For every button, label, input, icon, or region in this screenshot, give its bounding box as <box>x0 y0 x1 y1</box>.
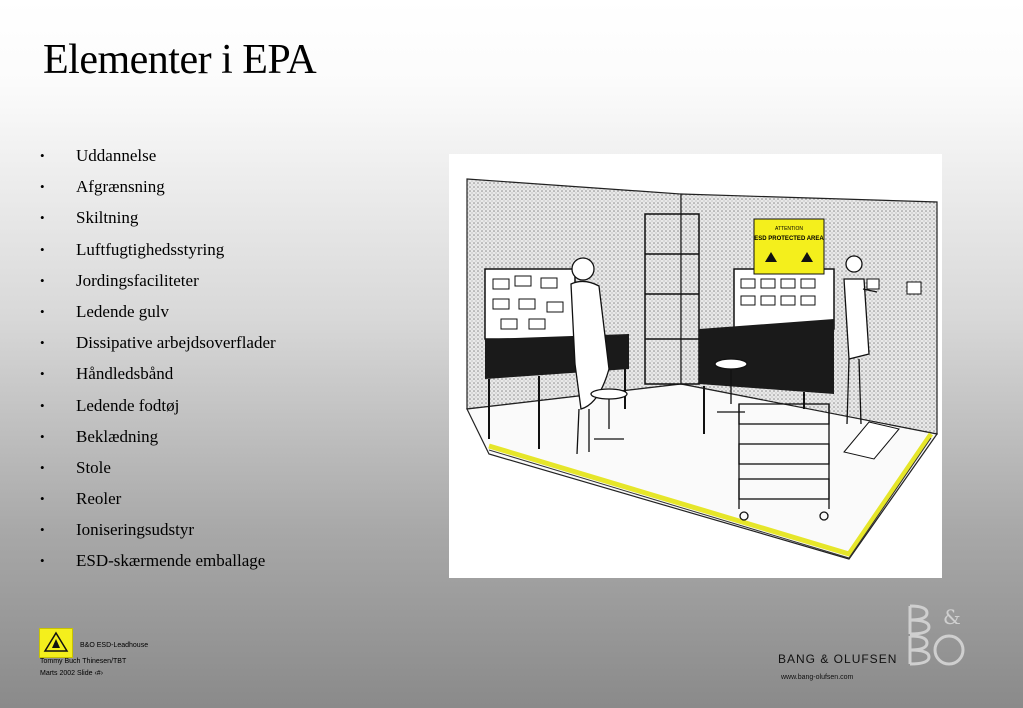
bullet-item <box>40 270 276 301</box>
bullet-text: Jordingsfaciliteter <box>76 270 199 290</box>
svg-text:ESD PROTECTED AREA: ESD PROTECTED AREA <box>754 236 824 242</box>
bullet-dot: • <box>40 397 45 413</box>
esd-sign <box>754 219 824 274</box>
esd-warning-icon <box>39 628 73 658</box>
bullet-text: Luftfugtighedsstyring <box>76 239 225 259</box>
bullet-item <box>40 332 276 363</box>
bullet-item <box>40 176 276 207</box>
bullet-text: Reoler <box>76 489 122 509</box>
slide-title: Elementer i EPA <box>43 37 317 83</box>
bullet-item <box>40 363 276 394</box>
bullet-text: Dissipative arbejdsoverflader <box>76 333 276 353</box>
bullet-dot: • <box>40 428 45 444</box>
footer-author: Tommy Buch Thinesen/TBT <box>40 658 127 665</box>
bullet-dot: • <box>40 335 45 351</box>
bullet-dot: • <box>40 366 45 382</box>
bullet-item <box>40 145 276 176</box>
right-bench-top <box>699 319 834 394</box>
bullet-item <box>40 301 276 332</box>
bullet-text: Skiltning <box>76 208 139 228</box>
bullet-item <box>40 395 276 426</box>
bullet-dot: • <box>40 303 45 319</box>
bullet-dot: • <box>40 522 45 538</box>
bullet-item <box>40 550 276 581</box>
bullet-item <box>40 457 276 488</box>
bullet-item <box>40 207 276 238</box>
bullet-text: Ledende gulv <box>76 301 169 321</box>
bullet-text: Beklædning <box>76 426 159 446</box>
svg-text:&: & <box>943 605 961 629</box>
bullet-item <box>40 488 276 519</box>
bullet-text: Stole <box>76 457 111 477</box>
bullet-text: Ledende fodtøj <box>76 395 180 415</box>
bo-logo-icon <box>905 604 967 666</box>
bullet-text: Afgrænsning <box>76 177 165 197</box>
company-name: BANG & OLUFSEN <box>778 652 898 666</box>
svg-text:ATTENTION: ATTENTION <box>775 226 803 232</box>
bullet-item <box>40 426 276 457</box>
bullet-dot: • <box>40 241 45 257</box>
footer-date-slide: Marts 2002 Slide ‹#› <box>40 670 104 677</box>
company-url: www.bang-olufsen.com <box>781 674 854 681</box>
bullet-text: Ioniseringsudstyr <box>76 520 195 540</box>
bullet-item <box>40 239 276 270</box>
bullet-dot: • <box>40 272 45 288</box>
bullet-dot: • <box>40 553 45 569</box>
bullet-item <box>40 519 276 550</box>
bullet-dot: • <box>40 210 45 226</box>
bullet-dot: • <box>40 491 45 507</box>
bullet-text: Håndledsbånd <box>76 364 174 384</box>
bullet-list <box>40 145 276 582</box>
footer-brand-small: B&O ESD-Leadhouse <box>80 642 149 649</box>
bullet-dot: • <box>40 148 45 163</box>
bullet-text: Uddannelse <box>76 146 157 165</box>
epa-room-drawing <box>449 154 942 578</box>
bullet-text: ESD-skærmende emballage <box>76 551 266 571</box>
epa-illustration <box>449 154 942 578</box>
bullet-dot: • <box>40 459 45 475</box>
bullet-dot: • <box>40 179 45 195</box>
